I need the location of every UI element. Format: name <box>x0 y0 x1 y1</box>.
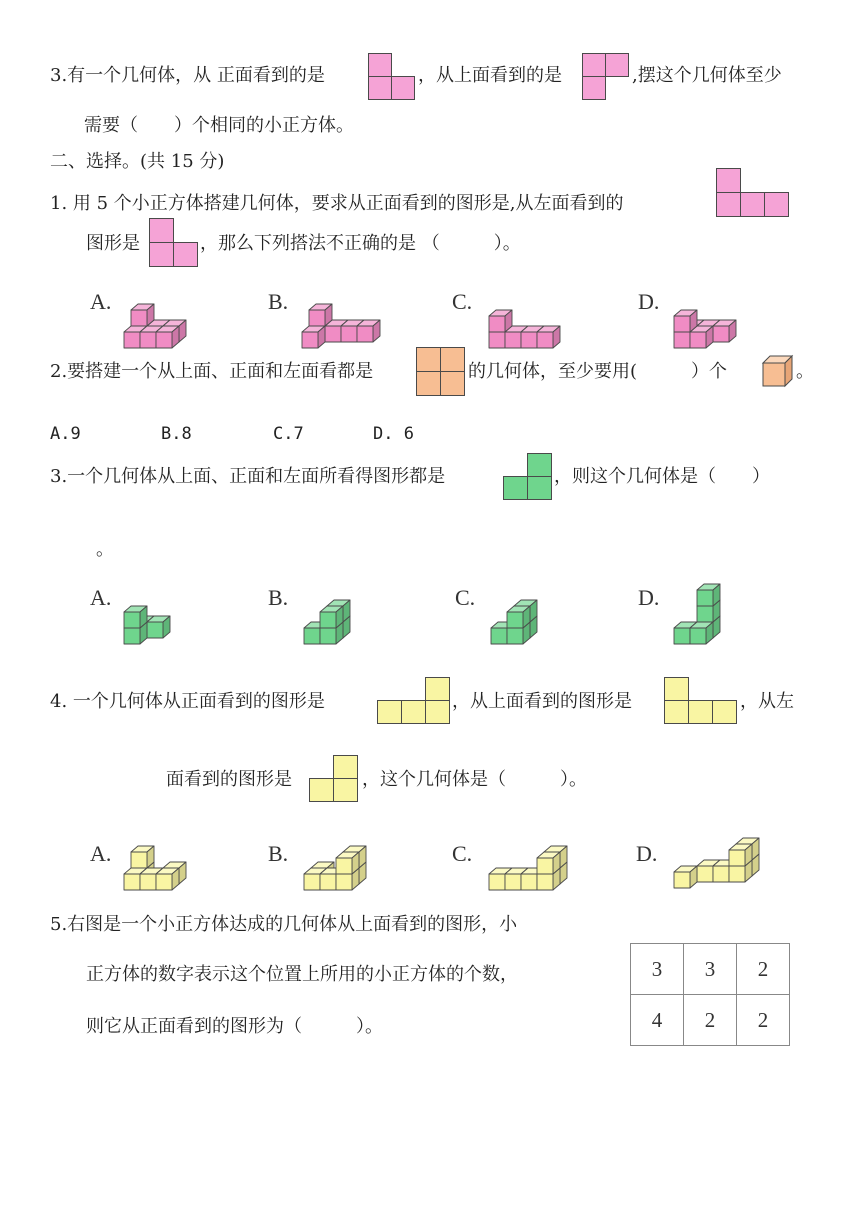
q1-text-1: 1. 用 5 个小正方体搭建几何体，要求从正面看到的图形是,从左面看到的 <box>50 193 624 214</box>
q1-option-a-figure[interactable] <box>122 272 204 338</box>
q3-option-c-label[interactable]: C. <box>455 585 476 610</box>
q1-option-c-figure[interactable] <box>487 272 577 338</box>
q3-option-a-figure[interactable] <box>122 568 188 634</box>
grid-cell: 2 <box>684 995 737 1046</box>
q2-text-3: 。 <box>796 361 814 382</box>
q5-text-2: 正方体的数字表示这个位置上所用的小正方体的个数， <box>86 964 518 985</box>
q2-choice-a[interactable]: A.9 <box>50 424 81 444</box>
q3-view-figure <box>503 453 553 501</box>
top-view-count-grid <box>630 943 790 1046</box>
q4-option-c-figure[interactable] <box>487 812 573 880</box>
q3-option-d-label[interactable]: D. <box>638 585 660 610</box>
q4-option-d-label[interactable]: D. <box>636 841 658 866</box>
q4-option-b-figure[interactable] <box>302 820 382 880</box>
q1-option-b-label[interactable]: B. <box>268 289 289 314</box>
q4-option-c-label[interactable]: C. <box>452 841 473 866</box>
q4-left-view <box>309 755 359 803</box>
q4-option-d-figure[interactable] <box>672 810 758 878</box>
grid-cell: 4 <box>631 995 684 1046</box>
q4-text-1: 4. 一个几何体从正面看到的图形是 <box>50 691 325 712</box>
q5-text-3: 则它从正面看到的图形为（ ）。 <box>86 1016 383 1037</box>
q3-text-2: ，则这个几何体是（ ） <box>554 466 770 487</box>
q4-text-2: ，从上面看到的图形是 <box>452 691 632 712</box>
q4-top-view <box>664 677 738 725</box>
q1-option-a-label[interactable]: A. <box>90 289 112 314</box>
grid-cell: 3 <box>684 944 737 995</box>
fill-q3-text-2: ，从上面看到的是 <box>418 65 562 86</box>
q1-left-view <box>149 218 199 268</box>
q3-option-b-figure[interactable] <box>302 568 368 634</box>
q4-option-b-label[interactable]: B. <box>268 841 289 866</box>
grid-cell: 2 <box>737 995 790 1046</box>
q3-option-a-label[interactable]: A. <box>90 585 112 610</box>
section-title: 二、选择。(共 15 分) <box>50 151 225 172</box>
q4-option-a-figure[interactable] <box>122 820 208 880</box>
q1-option-d-label[interactable]: D. <box>638 289 660 314</box>
q2-text-1: 2.要搭建一个从上面、正面和左面看都是 <box>50 361 374 382</box>
grid-row <box>631 995 790 1046</box>
front-view-figure <box>368 53 416 101</box>
q3-option-d-figure[interactable] <box>672 562 738 634</box>
q3-text-3: 。 <box>96 539 114 560</box>
top-view-figure <box>582 53 630 101</box>
q3-option-c-figure[interactable] <box>489 568 555 634</box>
fill-q3-text-1: 3.有一个几何体，从 正面看到的是 <box>50 65 325 86</box>
q1-option-d-figure[interactable] <box>672 272 756 338</box>
q1-text-2: 图形是 <box>86 233 140 254</box>
q2-choice-d[interactable]: D. 6 <box>373 424 414 444</box>
q1-text-3: ，那么下列搭法不正确的是 （ ）。 <box>200 233 521 254</box>
q1-option-c-label[interactable]: C. <box>452 289 473 314</box>
q1-front-view <box>716 168 790 218</box>
fill-q3-line2: 需要（ ）个相同的小正方体。 <box>84 115 354 136</box>
grid-cell: 2 <box>737 944 790 995</box>
q5-text-1: 5.右图是一个小正方体达成的几何体从上面看到的图形，小 <box>50 914 518 935</box>
q2-text-2: 的几何体，至少要用( ）个 <box>468 361 728 382</box>
grid-cell: 3 <box>631 944 684 995</box>
grid-row <box>631 944 790 995</box>
q3-option-b-label[interactable]: B. <box>268 585 289 610</box>
q4-text-3: ，从左 <box>740 691 794 712</box>
q2-choice-c[interactable]: C.7 <box>273 424 304 444</box>
q2-choice-b[interactable]: B.8 <box>161 424 192 444</box>
q4-option-a-label[interactable]: A. <box>90 841 112 866</box>
q2-view-square <box>416 347 466 397</box>
q1-option-b-figure[interactable] <box>300 272 390 338</box>
q4-front-view <box>377 677 451 725</box>
q4-text-4: 面看到的图形是 <box>166 769 292 790</box>
small-cube-icon <box>762 355 794 387</box>
fill-q3-text-3: ,摆这个几何体至少 <box>632 65 782 86</box>
q3-text-1: 3.一个几何体从上面、正面和左面所看得图形都是 <box>50 466 446 487</box>
q4-text-5: ，这个几何体是（ ）。 <box>362 769 587 790</box>
